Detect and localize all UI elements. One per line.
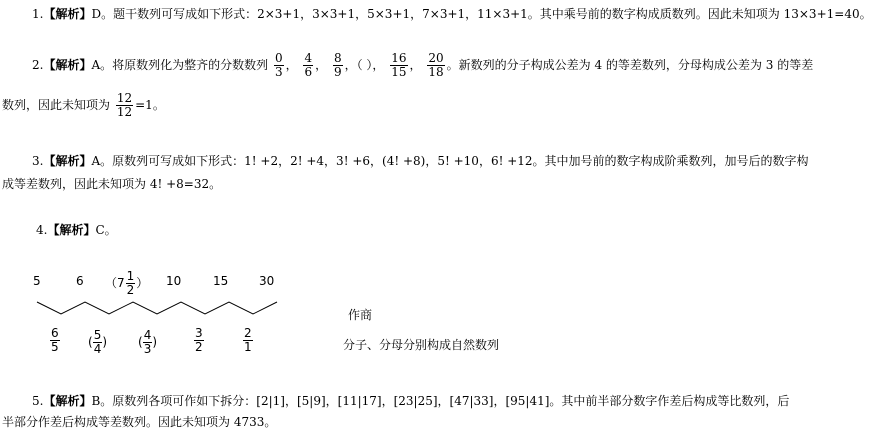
item-2-line2-tail: =1。 bbox=[135, 98, 165, 112]
item-5-text-2: 半部分作差后构成等差数列。因此未知项为 4733。 bbox=[2, 415, 277, 429]
quotient-4-3: ( $\frac{4}{3}$ ) bbox=[138, 328, 158, 356]
item-3-text-2: 成等差数列，因此未知项为 4! +8=32。 bbox=[2, 177, 222, 191]
top-number-10: 10 bbox=[166, 274, 182, 288]
item-2-number: 2. bbox=[32, 58, 44, 72]
fraction-4-6: $\frac{4}{6}$ bbox=[304, 51, 313, 79]
separator: ， bbox=[372, 58, 385, 72]
item-5-text-1: B。原数列各项可作如下拆分：[2|1]，[5|9]，[11|17]，[23|25]，[47|33]，[95|41]。其中前半部分数字作差后构成等比数列，后 bbox=[91, 394, 790, 408]
answer-fraction: $\frac{12}{12}$ bbox=[116, 91, 133, 119]
fraction-20-18: $\frac{20}{18}$ bbox=[428, 51, 444, 79]
item-2-line2-lead: 数列，因此未知项为 bbox=[2, 98, 111, 112]
item-4-text: C。 bbox=[95, 223, 117, 237]
item-5-line-2 bbox=[2, 414, 276, 430]
item-3-tag: 【解析】 bbox=[43, 154, 92, 168]
separator: ， bbox=[409, 58, 422, 72]
item-3-number: 3. bbox=[32, 154, 44, 168]
mixed-number-7-1-2: （7 $\frac{1}{2}$ ） bbox=[105, 269, 149, 297]
quotient-6-5: $\frac{6}{5}$ bbox=[51, 326, 59, 354]
quotient-2-1: $\frac{2}{1}$ bbox=[244, 326, 252, 354]
quotient-5-4: ( $\frac{5}{4}$ ) bbox=[88, 328, 108, 356]
top-number-15: 15 bbox=[213, 274, 229, 288]
separator: ， bbox=[344, 58, 357, 72]
quotient-3-2: $\frac{3}{2}$ bbox=[195, 326, 203, 354]
operation-label: 作商 bbox=[348, 308, 373, 322]
pattern-note: 分子、分母分别构成自然数列 bbox=[343, 338, 500, 352]
item-5-tag: 【解析】 bbox=[43, 394, 92, 408]
fraction-16-15: $\frac{16}{15}$ bbox=[391, 51, 407, 79]
top-number-30: 30 bbox=[259, 274, 275, 288]
item-4-number: 4. bbox=[36, 223, 48, 237]
item-4-tag: 【解析】 bbox=[47, 223, 96, 237]
item-3-text-1: A。原数列可写成如下形式：1! +2，2! +4，3! +6，(4! +8)，5! +10，6! +12。其中加号前的数字构成阶乘数列，加号后的数字构 bbox=[91, 154, 809, 168]
top-number-6: 6 bbox=[76, 274, 84, 288]
separator: ， bbox=[285, 58, 298, 72]
item-5-number: 5. bbox=[32, 394, 44, 408]
separator: ， bbox=[315, 58, 328, 72]
item-1-text: D。题干数列可写成如下形式：2×3+1，3×3+1，5×3+1，7×3+1，11×3+1。其中乘号前的数字构成质数列。因此未知项为 13×3+1=40。 bbox=[91, 7, 872, 21]
item-2-lead: A。将原数列化为整齐的分数数列 bbox=[91, 58, 269, 72]
item-2-tail: 。新数列的分子构成公差为 4 的等差数列，分母构成公差为 3 的等差 bbox=[446, 58, 814, 72]
fraction-0-3: $\frac{0}{3}$ bbox=[274, 51, 283, 79]
top-number-5: 5 bbox=[33, 274, 41, 288]
item-2-tag: 【解析】 bbox=[43, 58, 92, 72]
fraction-8-9: $\frac{8}{9}$ bbox=[333, 51, 342, 79]
item-5-line-1 bbox=[32, 393, 789, 409]
item-1-number: 1. bbox=[32, 7, 44, 21]
item-1-tag: 【解析】 bbox=[43, 7, 92, 21]
blank-term: （ ） bbox=[356, 58, 373, 72]
